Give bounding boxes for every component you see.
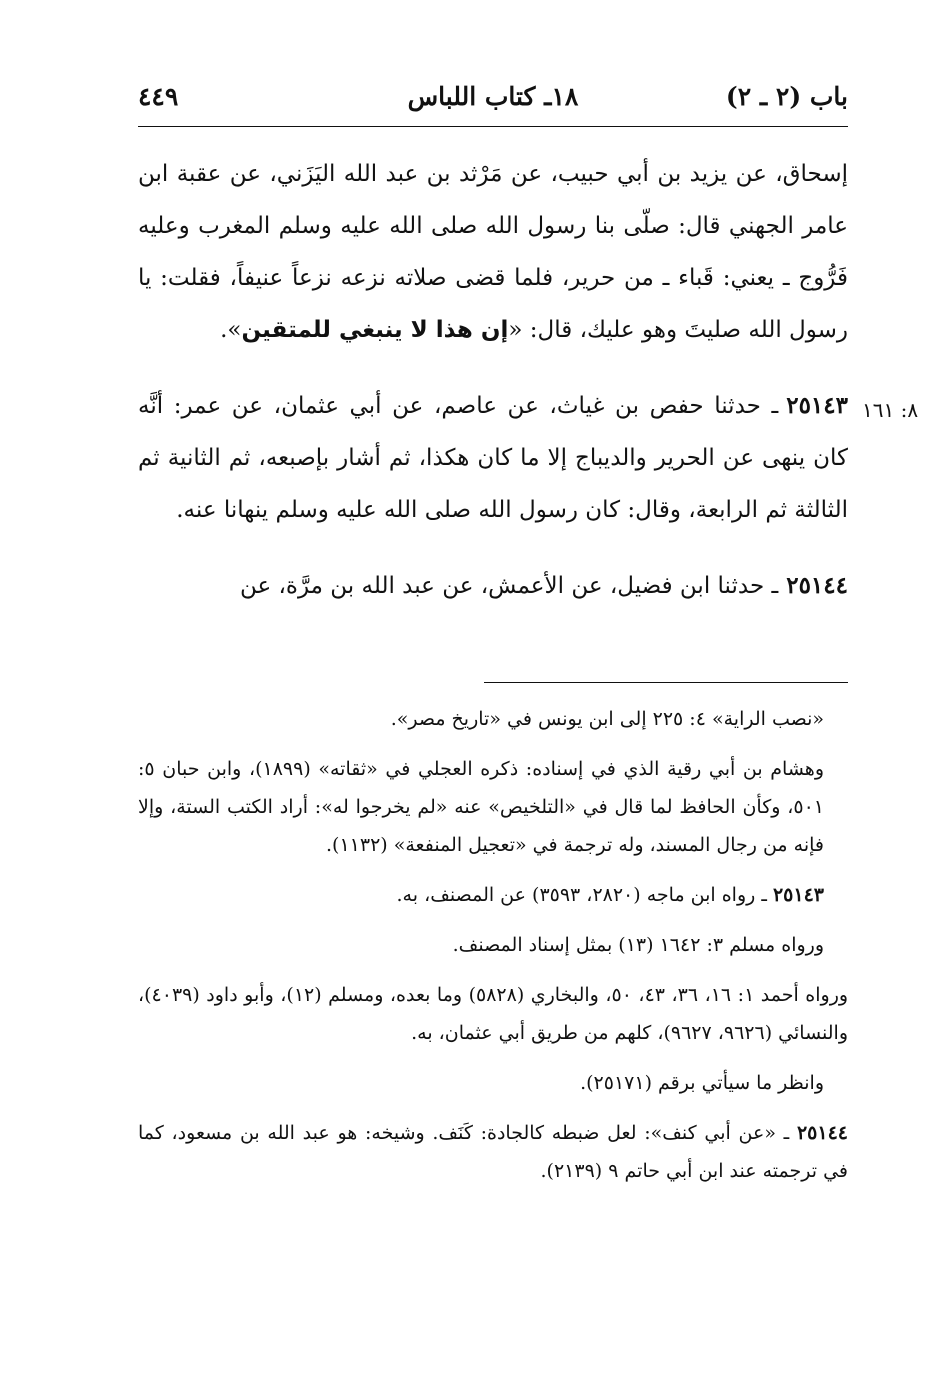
hadith-number: ٢٥١٤٤ <box>786 572 848 599</box>
main-text <box>138 148 848 636</box>
footnote-text: ورواه مسلم ٣: ١٦٤٢ (١٣) بمثل إسناد المصنف. <box>452 934 824 956</box>
footnote <box>138 1064 848 1102</box>
page-header <box>138 78 848 120</box>
paragraph-body <box>138 560 848 612</box>
footnote <box>138 700 848 738</box>
hadith-25144 <box>138 560 848 612</box>
footnote <box>138 876 848 914</box>
footnote <box>138 1114 848 1190</box>
hadith-text: ـ حدثنا ابن فضيل، عن الأعمش، عن عبد الله بن مرَّة، عن <box>239 573 779 599</box>
footnotes <box>138 700 848 1202</box>
footnote-text: ورواه أحمد ١: ١٦، ٣٦، ٤٣، ٥٠، والبخاري (٥٨٢٨) وما بعده، ومسلم (١٢)، وأبو داود (٤٠٣٩)، والنسائي (٩٦٢٦، ٩٦٢٧)، كلهم من طريق أبي عثمان، به. <box>138 984 849 1044</box>
footnote-text: وانظر ما سيأتي برقم (٢٥١٧١). <box>580 1072 824 1094</box>
footnote <box>138 926 848 964</box>
footnote-text: «نصب الراية» ٤: ٢٢٥ إلى ابن يونس في «تاريخ مصر». <box>390 708 824 730</box>
paragraph-text: إسحاق، عن يزيد بن أبي حبيب، عن مَرْثد بن عبد الله اليَزَني، عن عقبة ابن عامر الجهني قال: صلّى بنا رسول الله صلى الله عليه وسلم المغرب وعليه فَرُّوج ـ يعني: قَباء ـ من حرير، فلما قضى صلاته نزعه نزعاً عنيفاً، فقلت: يا رسول الله صليتَ وهو عليك، قال: « <box>138 161 848 343</box>
paragraph-body <box>138 148 848 356</box>
footnote-text: ـ رواه ابن ماجه (٢٨٢٠، ٣٥٩٣) عن المصنف، به. <box>396 884 767 906</box>
paragraph-body <box>138 380 848 536</box>
paragraph-continuation <box>138 148 848 356</box>
margin-reference: ٨: ١٦١ <box>862 398 919 422</box>
footnote-rule <box>484 682 848 683</box>
hadith-text: ـ حدثنا حفص بن غياث، عن عاصم، عن أبي عثمان، عن عمر: أنَّه كان ينهى عن الحرير والديباج إلا ما كان هكذا، ثم أشار بإصبعه، ثم الثانية ثم الثالثة ثم الرابعة، وقال: كان رسول الله صلى الله عليه وسلم ينهانا عنه. <box>138 393 848 523</box>
footnote-number: ٢٥١٤٤ <box>796 1122 848 1144</box>
header-rule <box>138 126 848 127</box>
footnote <box>138 976 848 1052</box>
hadith-quote: إن هذا لا ينبغي للمتقين <box>241 317 509 343</box>
footnote-text: وهشام بن أبي رقية الذي في إسناده: ذكره العجلي في «ثقاته» (١٨٩٩)، وابن حبان ٥: ٥٠١، وكأن الحافظ لما قال في «التلخيص» عنه «لم يخرجوا له»: أراد الكتب الستة، وإلا فإنه من رجال المسند، وله ترجمة في «تعجيل المنفعة» (١١٣٢). <box>138 758 824 856</box>
footnote-number: ٢٥١٤٣ <box>772 884 824 906</box>
footnote <box>138 750 848 864</box>
header-section: باب (٢ ـ ٢) <box>725 82 848 111</box>
header-page-number: ٤٤٩ <box>138 82 179 111</box>
header-book-title: ١٨ـ كتاب اللباس <box>407 82 579 111</box>
paragraph-text-end: ». <box>220 317 242 343</box>
footnote-text: ـ «عن أبي كنف»: لعل ضبطه كالجادة: كَنَف. وشيخه: هو عبد الله بن مسعود، كما في ترجمته عند ابن أبي حاتم ٩ (٢١٣٩). <box>138 1122 848 1182</box>
hadith-number: ٢٥١٤٣ <box>786 392 848 419</box>
hadith-25143 <box>138 380 848 536</box>
